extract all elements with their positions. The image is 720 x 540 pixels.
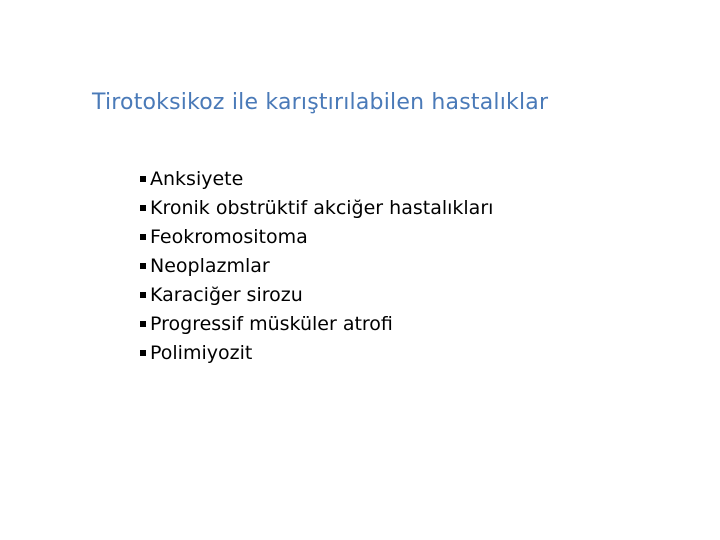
list-item	[140, 309, 493, 338]
slide-title: Tirotoksikoz ile karıştırılabilen hastalıklar	[92, 90, 549, 115]
square-bullet-icon	[140, 234, 146, 240]
list-item-text: Karaciğer sirozu	[150, 283, 303, 306]
list-item-text: Progressif müsküler atrofi	[150, 312, 393, 335]
list-item	[140, 338, 493, 367]
square-bullet-icon	[140, 263, 146, 269]
square-bullet-icon	[140, 292, 146, 298]
list-item	[140, 193, 493, 222]
list-item	[140, 222, 493, 251]
list-item-text: Kronik obstrüktif akciğer hastalıkları	[150, 196, 494, 219]
list-item-text: Neoplazmlar	[150, 254, 270, 277]
square-bullet-icon	[140, 321, 146, 327]
square-bullet-icon	[140, 176, 146, 182]
list-item	[140, 251, 493, 280]
list-item	[140, 164, 493, 193]
bullet-list	[140, 164, 493, 367]
square-bullet-icon	[140, 205, 146, 211]
list-item	[140, 280, 493, 309]
list-item-text: Feokromositoma	[150, 225, 308, 248]
list-item-text: Polimiyozit	[150, 341, 253, 364]
square-bullet-icon	[140, 350, 146, 356]
list-item-text: Anksiyete	[150, 167, 244, 190]
